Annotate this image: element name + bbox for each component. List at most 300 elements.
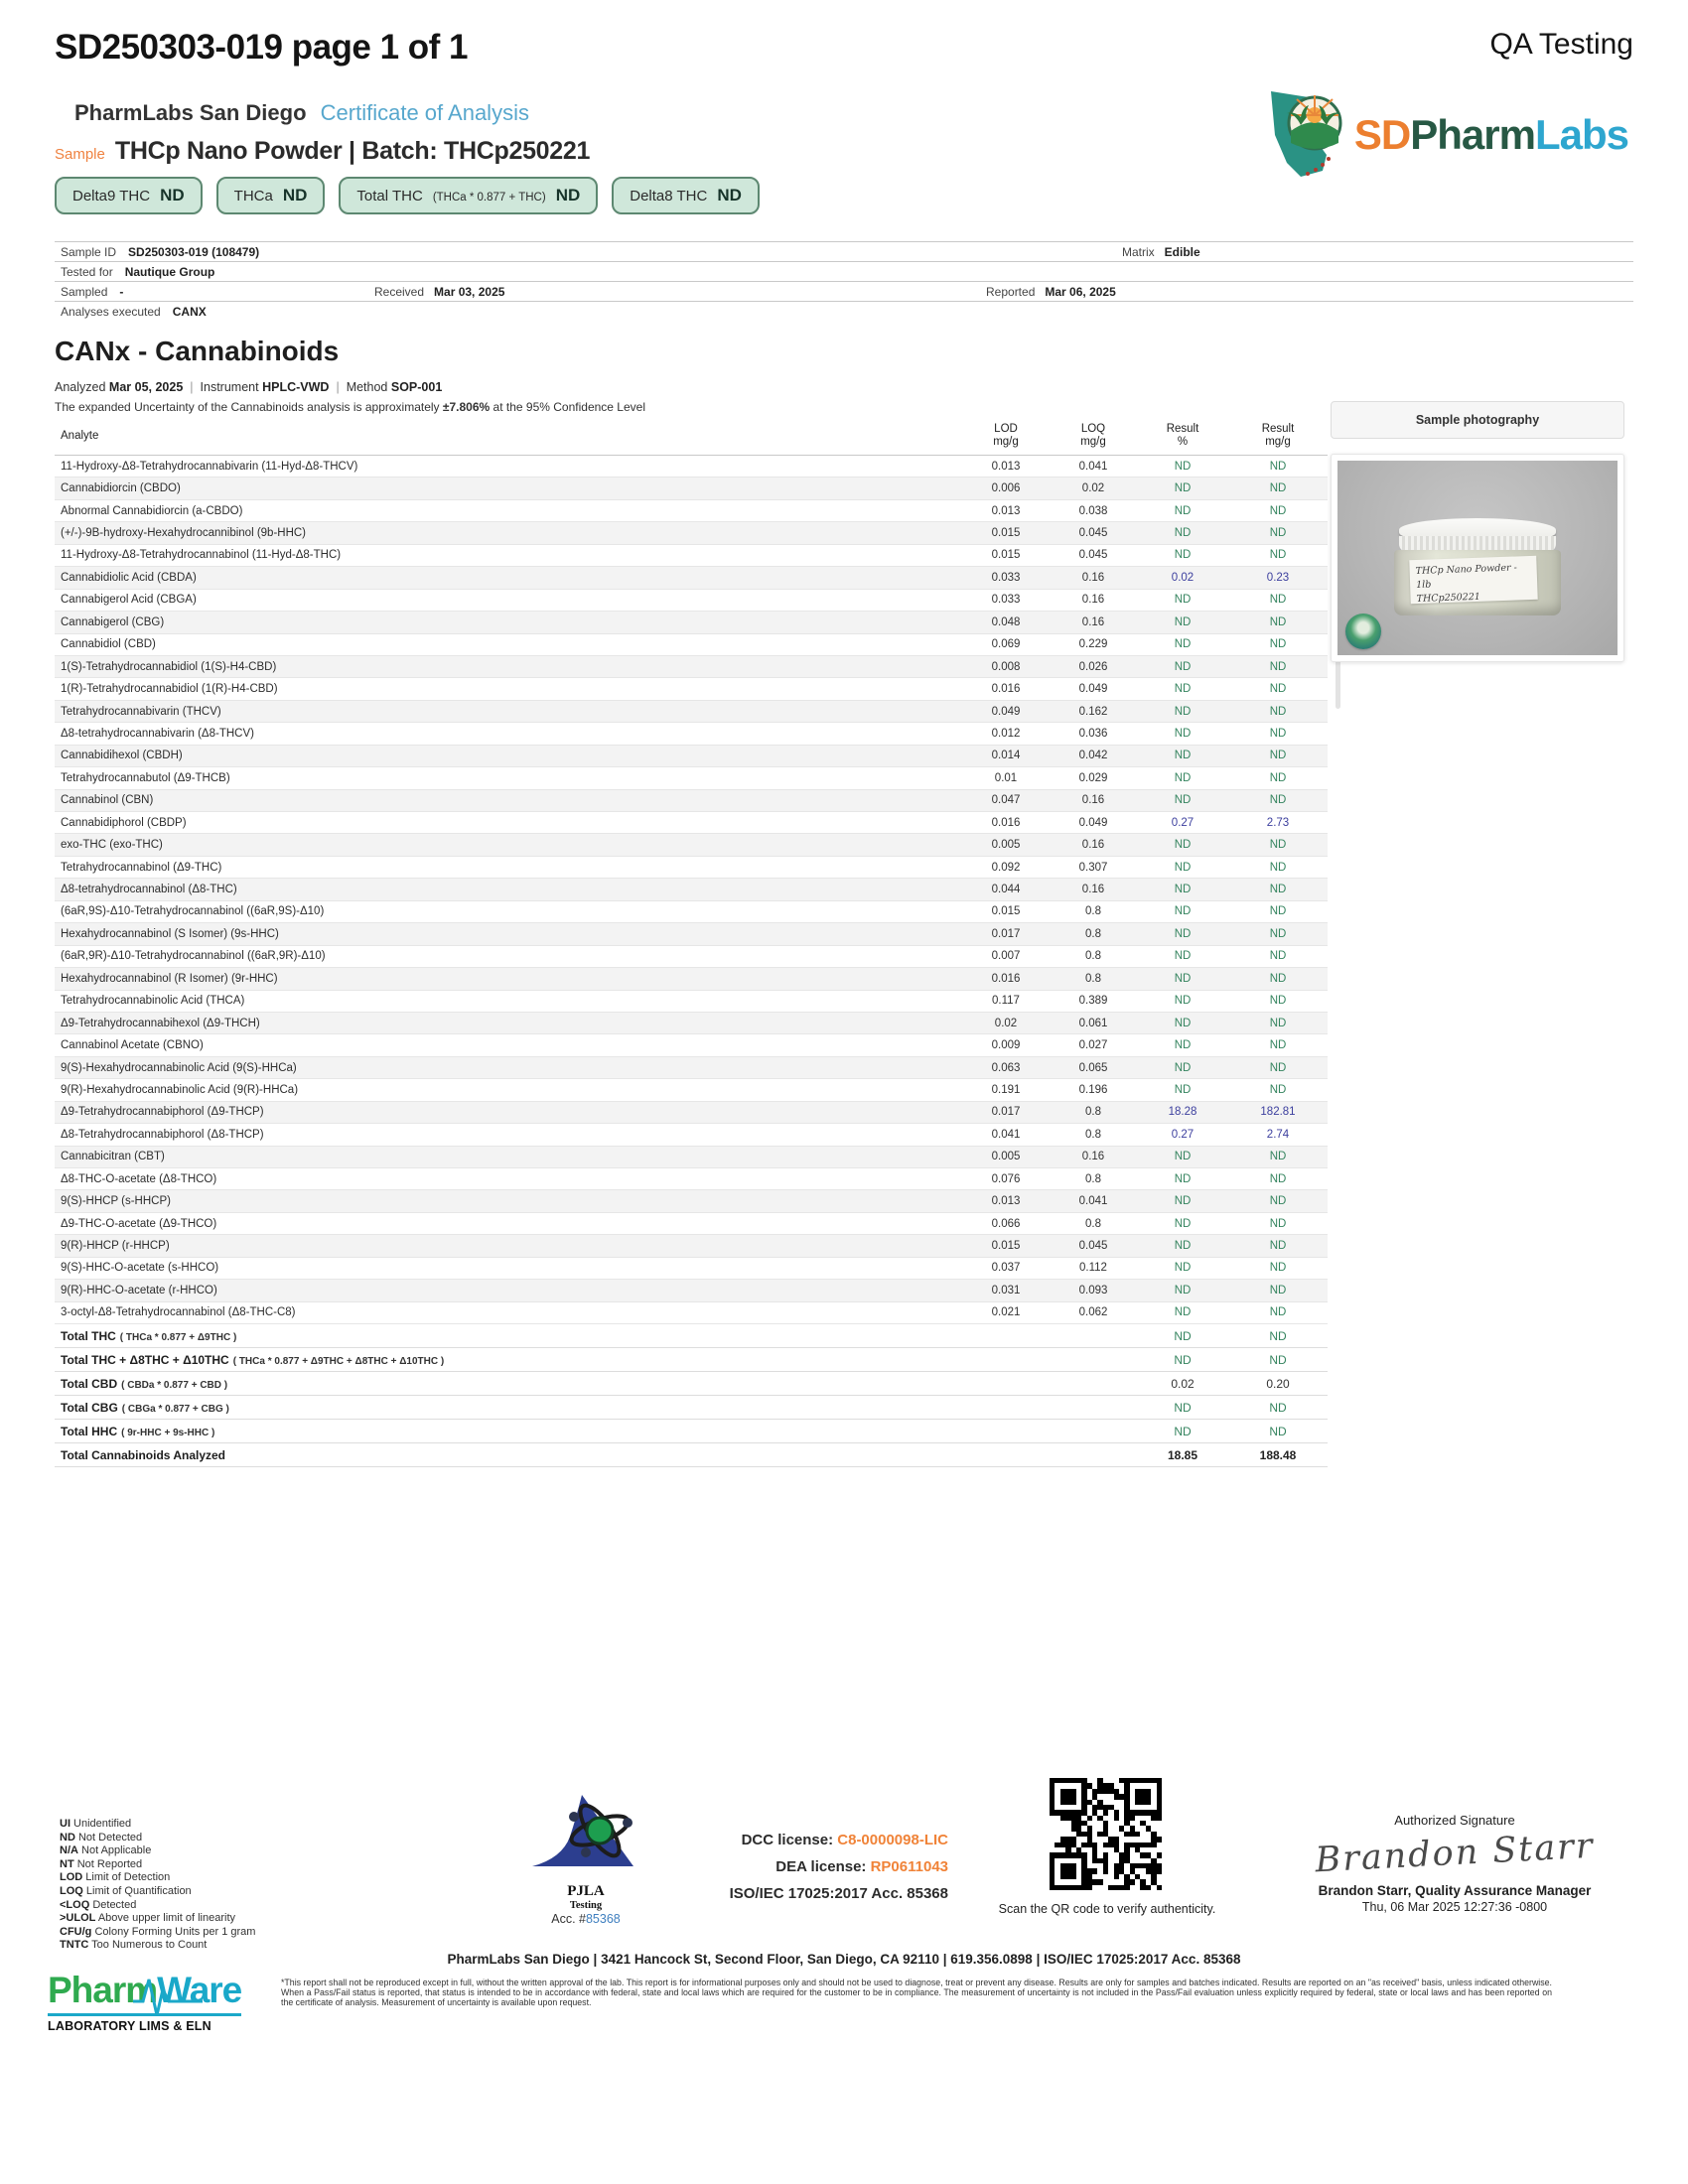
lod-value: 0.017 xyxy=(991,1106,1021,1119)
legend-item: LOQ Limit of Quantification xyxy=(60,1884,192,1897)
result-mg-value: ND xyxy=(1269,683,1287,696)
loq-value: 0.061 xyxy=(1078,1017,1108,1029)
info-row-analyses: Analyses executed CANX xyxy=(61,304,207,319)
lod-value: 0.006 xyxy=(991,482,1021,495)
legend-item: >ULOL Above upper limit of linearity xyxy=(60,1912,236,1925)
result-mg-value: ND xyxy=(1269,504,1287,517)
analyte-name: Tetrahydrocannabutol (Δ9-THCB) xyxy=(61,771,230,784)
total-label: Total THC + Δ8THC + Δ10THC ( THCa * 0.877 + Δ9THC + Δ8THC + Δ10THC ) xyxy=(61,1352,445,1367)
lod-value: 0.009 xyxy=(991,1039,1021,1052)
result-pct-value: ND xyxy=(1174,972,1192,985)
pjla-accreditation: PJLA Testing Acc. #85368 xyxy=(501,1793,670,1926)
lod-value: 0.037 xyxy=(991,1262,1021,1275)
signature-datetime: Thu, 06 Mar 2025 12:27:36 -0800 xyxy=(1361,1900,1548,1914)
analyte-name: Δ8-tetrahydrocannabivarin (Δ8-THCV) xyxy=(61,727,254,740)
result-pct-value: ND xyxy=(1174,950,1192,963)
result-mg-value: 182.81 xyxy=(1260,1106,1296,1119)
loq-value: 0.16 xyxy=(1081,594,1105,607)
lod-value: 0.012 xyxy=(991,727,1021,740)
result-mg-value: 0.23 xyxy=(1266,571,1290,584)
total-mg-value: 0.20 xyxy=(1266,1376,1290,1391)
legend-item: ND Not Detected xyxy=(60,1831,143,1843)
result-pct-value: ND xyxy=(1174,927,1192,940)
analyte-row xyxy=(55,478,1328,499)
loq-value: 0.8 xyxy=(1085,1172,1101,1185)
signature-block xyxy=(1271,1813,1638,1914)
pharmware-logo: PharmWare LABORATORY LIMS & ELN xyxy=(48,1970,276,2033)
result-mg-value: ND xyxy=(1269,905,1287,918)
loq-value: 0.8 xyxy=(1085,1217,1101,1230)
loq-value: 0.027 xyxy=(1078,1039,1108,1052)
legend-item: NT Not Reported xyxy=(60,1857,143,1870)
result-mg-value: ND xyxy=(1269,1262,1287,1275)
result-mg-value: ND xyxy=(1269,1151,1287,1163)
analyte-row xyxy=(55,812,1328,834)
analyte-name: exo-THC (exo-THC) xyxy=(61,839,163,852)
analyte-name: Hexahydrocannabinol (S Isomer) (9s-HHC) xyxy=(61,927,279,940)
total-mg-value: ND xyxy=(1269,1400,1287,1415)
thc-summary-badge: Total THC (THCa * 0.877 + THC) ND xyxy=(339,177,598,214)
total-mg-value: ND xyxy=(1269,1424,1287,1438)
analyte-name: Tetrahydrocannabivarin (THCV) xyxy=(61,705,221,718)
dea-license: DEA license: RP0611043 xyxy=(775,1858,948,1875)
lod-value: 0.041 xyxy=(991,1128,1021,1141)
analyte-name: Δ8-THC-O-acetate (Δ8-THCO) xyxy=(61,1172,217,1185)
result-pct-value: ND xyxy=(1174,1262,1192,1275)
loq-value: 0.049 xyxy=(1078,816,1108,829)
analyte-name: Cannabinol Acetate (CBNO) xyxy=(61,1039,204,1052)
analyte-row xyxy=(55,746,1328,767)
sample-jar-image xyxy=(1393,518,1562,615)
total-rows xyxy=(55,1324,1328,1467)
brand-wordmark: SDPharmLabs xyxy=(1353,111,1628,158)
result-mg-value: ND xyxy=(1269,750,1287,762)
analyte-row xyxy=(55,1258,1328,1280)
analyte-name: Cannabicitran (CBT) xyxy=(61,1151,165,1163)
total-mg-value: ND xyxy=(1269,1328,1287,1343)
result-mg-value: ND xyxy=(1269,460,1287,473)
result-mg-value: ND xyxy=(1269,995,1287,1008)
legend-item: N/A Not Applicable xyxy=(60,1844,152,1857)
result-mg-value: 2.74 xyxy=(1266,1128,1290,1141)
col-lod: LOD mg/g xyxy=(993,423,1019,448)
analyte-name: 1(R)-Tetrahydrocannabidiol (1(R)-H4-CBD) xyxy=(61,683,278,696)
result-pct-value: ND xyxy=(1174,839,1192,852)
table-header-row xyxy=(55,417,1328,456)
result-mg-value: ND xyxy=(1269,660,1287,673)
analyte-name: Cannabigerol (CBG) xyxy=(61,615,165,628)
lod-value: 0.013 xyxy=(991,460,1021,473)
total-label: Total HHC ( 9r-HHC + 9s-HHC ) xyxy=(61,1424,215,1438)
pjla-acc-number: 85368 xyxy=(585,1912,621,1926)
result-mg-value: ND xyxy=(1269,1195,1287,1208)
analyte-row xyxy=(55,612,1328,633)
lod-value: 0.017 xyxy=(991,927,1021,940)
lod-value: 0.076 xyxy=(991,1172,1021,1185)
total-label: Total CBG ( CBGa * 0.877 + CBG ) xyxy=(61,1400,229,1415)
loq-value: 0.16 xyxy=(1081,1151,1105,1163)
total-pct-value: 0.02 xyxy=(1171,1376,1195,1391)
result-pct-value: ND xyxy=(1174,594,1192,607)
analyte-row xyxy=(55,500,1328,522)
analyses-value: CANX xyxy=(172,304,207,319)
total-row xyxy=(55,1372,1328,1396)
analyte-row xyxy=(55,590,1328,612)
total-label: Total Cannabinoids Analyzed xyxy=(61,1447,226,1462)
jar-handwritten-label: THCp Nano Powder - 1lb THCp250221 xyxy=(1409,556,1537,604)
loq-value: 0.042 xyxy=(1078,750,1108,762)
result-mg-value: 2.73 xyxy=(1266,816,1290,829)
loq-value: 0.307 xyxy=(1078,861,1108,874)
analyte-row xyxy=(55,1168,1328,1190)
certificate-of-analysis-label: Certificate of Analysis xyxy=(320,100,529,125)
lod-value: 0.033 xyxy=(991,594,1021,607)
analyte-row xyxy=(55,723,1328,745)
lod-value: 0.191 xyxy=(991,1083,1021,1096)
result-pct-value: ND xyxy=(1174,482,1192,495)
info-row-sample-id: Sample ID SD250303-019 (108479) Matrix Edible xyxy=(55,241,1633,261)
lod-value: 0.069 xyxy=(991,638,1021,651)
result-pct-value: 0.02 xyxy=(1171,571,1195,584)
legend-item: LOD Limit of Detection xyxy=(60,1871,171,1884)
loq-value: 0.16 xyxy=(1081,794,1105,807)
analyte-name: Cannabidiorcin (CBDO) xyxy=(61,482,181,495)
result-pct-value: ND xyxy=(1174,750,1192,762)
loq-value: 0.041 xyxy=(1078,1195,1108,1208)
analyte-row xyxy=(55,456,1328,478)
analyte-row xyxy=(55,522,1328,544)
pharmlabs-watermark-icon xyxy=(1345,614,1381,649)
sample-line xyxy=(55,137,590,166)
analyte-name: Δ8-tetrahydrocannabinol (Δ8-THC) xyxy=(61,884,237,896)
analyte-row xyxy=(55,1013,1328,1034)
result-mg-value: ND xyxy=(1269,549,1287,562)
lod-value: 0.008 xyxy=(991,660,1021,673)
analyte-name: Cannabidiol (CBD) xyxy=(61,638,156,651)
loq-value: 0.8 xyxy=(1085,1106,1101,1119)
analyte-row xyxy=(55,701,1328,723)
analyte-row xyxy=(55,790,1328,812)
lod-value: 0.01 xyxy=(994,771,1018,784)
thc-summary-badge: THCa ND xyxy=(216,177,326,214)
result-pct-value: ND xyxy=(1174,504,1192,517)
analyte-name: Δ9-Tetrahydrocannabiphorol (Δ9-THCP) xyxy=(61,1106,264,1119)
legend-item: <LOQ Detected xyxy=(60,1898,137,1911)
analyte-row xyxy=(55,968,1328,990)
loq-value: 0.049 xyxy=(1078,683,1108,696)
result-mg-value: ND xyxy=(1269,482,1287,495)
result-mg-value: ND xyxy=(1269,594,1287,607)
analyte-row xyxy=(55,678,1328,700)
result-pct-value: ND xyxy=(1174,861,1192,874)
topbar xyxy=(55,28,1633,68)
analyte-name: (6aR,9R)-Δ10-Tetrahydrocannabinol ((6aR,9R)-Δ10) xyxy=(61,950,326,963)
summary-badges xyxy=(55,177,760,214)
total-pct-value: ND xyxy=(1174,1352,1192,1367)
col-analyte: Analyte xyxy=(61,430,99,442)
result-pct-value: 0.27 xyxy=(1171,1128,1195,1141)
col-loq: LOQ mg/g xyxy=(1080,423,1106,448)
result-mg-value: ND xyxy=(1269,1306,1287,1319)
analyte-name: Hexahydrocannabinol (R Isomer) (9r-HHC) xyxy=(61,972,278,985)
loq-value: 0.038 xyxy=(1078,504,1108,517)
signer-name-title: Brandon Starr, Quality Assurance Manager xyxy=(1318,1883,1592,1898)
analyte-row xyxy=(55,1034,1328,1056)
lod-value: 0.016 xyxy=(991,816,1021,829)
legend-item: CFU/g Colony Forming Units per 1 gram xyxy=(60,1925,256,1938)
loq-value: 0.16 xyxy=(1081,839,1105,852)
result-pct-value: ND xyxy=(1174,549,1192,562)
result-pct-value: ND xyxy=(1174,1083,1192,1096)
loq-value: 0.229 xyxy=(1078,638,1108,651)
result-pct-value: ND xyxy=(1174,638,1192,651)
analyte-row xyxy=(55,901,1328,923)
qr-caption: Scan the QR code to verify authenticity. xyxy=(998,1902,1216,1916)
analyte-row xyxy=(55,634,1328,656)
analyte-name: Abnormal Cannabidiorcin (a-CBDO) xyxy=(61,504,243,517)
analyte-row xyxy=(55,991,1328,1013)
info-row-tested-for: Tested for Nautique Group xyxy=(55,261,1633,281)
analyte-row xyxy=(55,1302,1328,1324)
sample-photo xyxy=(1337,461,1618,655)
analyte-name: Cannabinol (CBN) xyxy=(61,794,154,807)
lod-value: 0.063 xyxy=(991,1061,1021,1074)
loq-value: 0.8 xyxy=(1085,950,1101,963)
loq-value: 0.196 xyxy=(1078,1083,1108,1096)
result-pct-value: 18.28 xyxy=(1168,1106,1197,1119)
analyte-row xyxy=(55,656,1328,678)
analyte-row xyxy=(55,767,1328,789)
result-mg-value: ND xyxy=(1269,950,1287,963)
col-result-pct: Result % xyxy=(1166,423,1199,448)
qr-code xyxy=(1050,1778,1162,1890)
analyte-row xyxy=(55,834,1328,856)
lod-value: 0.048 xyxy=(991,615,1021,628)
result-pct-value: ND xyxy=(1174,1240,1192,1253)
analyte-name: Cannabigerol Acid (CBGA) xyxy=(61,594,197,607)
received-value: Mar 03, 2025 xyxy=(434,284,505,299)
abbreviation-legend xyxy=(60,1818,255,1953)
analyzed-date: Mar 05, 2025 xyxy=(108,380,184,394)
loq-value: 0.8 xyxy=(1085,927,1101,940)
col-result-mg: Result mg/g xyxy=(1261,423,1295,448)
loq-value: 0.16 xyxy=(1081,571,1105,584)
result-pct-value: ND xyxy=(1174,1195,1192,1208)
cannabinoids-table xyxy=(55,417,1328,1467)
result-mg-value: ND xyxy=(1269,527,1287,540)
loq-value: 0.093 xyxy=(1078,1284,1108,1297)
page-title: SD250303-019 page 1 of 1 xyxy=(55,28,469,67)
analyte-row xyxy=(55,1057,1328,1079)
qa-testing-label: QA Testing xyxy=(1489,28,1633,61)
total-label: Total CBD ( CBDa * 0.877 + CBD ) xyxy=(61,1376,228,1391)
lod-value: 0.031 xyxy=(991,1284,1021,1297)
lod-value: 0.033 xyxy=(991,571,1021,584)
sample-photo-frame xyxy=(1331,454,1624,662)
analyte-row xyxy=(55,1235,1328,1257)
total-mg-value: ND xyxy=(1269,1352,1287,1367)
analyte-name: Cannabidiolic Acid (CBDA) xyxy=(61,571,197,584)
result-mg-value: ND xyxy=(1269,727,1287,740)
analyte-row xyxy=(55,857,1328,879)
lod-value: 0.066 xyxy=(991,1217,1021,1230)
result-pct-value: ND xyxy=(1174,527,1192,540)
sample-title: THCp Nano Powder | Batch: THCp250221 xyxy=(114,137,591,165)
analyte-row xyxy=(55,567,1328,589)
lod-value: 0.015 xyxy=(991,1240,1021,1253)
result-pct-value: ND xyxy=(1174,794,1192,807)
result-pct-value: ND xyxy=(1174,683,1192,696)
result-pct-value: ND xyxy=(1174,1217,1192,1230)
total-pct-value: 18.85 xyxy=(1167,1447,1198,1462)
total-row xyxy=(55,1324,1328,1348)
analyte-name: 9(S)-HHC-O-acetate (s-HHCO) xyxy=(61,1262,219,1275)
total-row xyxy=(55,1420,1328,1443)
sampled-value: - xyxy=(119,284,124,299)
lod-value: 0.049 xyxy=(991,705,1021,718)
sdpharmlabs-logo xyxy=(1257,85,1628,185)
result-mg-value: ND xyxy=(1269,839,1287,852)
result-pct-value: ND xyxy=(1174,1151,1192,1163)
analyte-row xyxy=(55,1102,1328,1124)
loq-value: 0.16 xyxy=(1081,884,1105,896)
analyte-name: Cannabidiphorol (CBDP) xyxy=(61,816,187,829)
result-pct-value: ND xyxy=(1174,615,1192,628)
result-pct-value: ND xyxy=(1174,705,1192,718)
result-mg-value: ND xyxy=(1269,1240,1287,1253)
analyte-name: 1(S)-Tetrahydrocannabidiol (1(S)-H4-CBD) xyxy=(61,660,277,673)
result-mg-value: ND xyxy=(1269,1172,1287,1185)
analyte-row xyxy=(55,1280,1328,1301)
analyte-rows xyxy=(55,456,1328,1324)
analyte-row xyxy=(55,1213,1328,1235)
total-pct-value: ND xyxy=(1174,1328,1192,1343)
info-row-dates: Sampled - Received Mar 03, 2025 Reported Mar 06, 2025 xyxy=(55,281,1633,302)
loq-value: 0.045 xyxy=(1078,527,1108,540)
tested-for-value: Nautique Group xyxy=(124,264,215,279)
result-mg-value: ND xyxy=(1269,705,1287,718)
total-mg-value: 188.48 xyxy=(1259,1447,1297,1462)
sample-info-table xyxy=(55,241,1633,321)
analyte-name: 9(R)-HHCP (r-HHCP) xyxy=(61,1240,170,1253)
analyte-name: Δ9-Tetrahydrocannabihexol (Δ9-THCH) xyxy=(61,1017,260,1029)
lod-value: 0.013 xyxy=(991,1195,1021,1208)
analyte-row xyxy=(55,1124,1328,1146)
lod-value: 0.015 xyxy=(991,549,1021,562)
loq-value: 0.162 xyxy=(1078,705,1108,718)
result-pct-value: ND xyxy=(1174,1039,1192,1052)
iso-accreditation: ISO/IEC 17025:2017 Acc. 85368 xyxy=(729,1885,948,1902)
matrix-value: Edible xyxy=(1164,244,1200,259)
result-pct-value: ND xyxy=(1174,905,1192,918)
total-pct-value: ND xyxy=(1174,1424,1192,1438)
loq-value: 0.389 xyxy=(1078,995,1108,1008)
lod-value: 0.02 xyxy=(994,1017,1018,1029)
analyte-name: 9(R)-HHC-O-acetate (r-HHCO) xyxy=(61,1284,217,1297)
lod-value: 0.016 xyxy=(991,972,1021,985)
reported-value: Mar 06, 2025 xyxy=(1045,284,1116,299)
loq-value: 0.16 xyxy=(1081,615,1105,628)
result-mg-value: ND xyxy=(1269,972,1287,985)
result-mg-value: ND xyxy=(1269,927,1287,940)
signature-script: Brandon Starr xyxy=(1314,1826,1596,1881)
analyte-row xyxy=(55,923,1328,945)
total-row xyxy=(55,1396,1328,1420)
legend-item: UI Unidentified xyxy=(60,1818,132,1830)
lod-value: 0.047 xyxy=(991,794,1021,807)
loq-value: 0.036 xyxy=(1078,727,1108,740)
result-pct-value: ND xyxy=(1174,1017,1192,1029)
loq-value: 0.026 xyxy=(1078,660,1108,673)
loq-value: 0.045 xyxy=(1078,1240,1108,1253)
section-meta: Analyzed Mar 05, 2025 | Instrument HPLC-VWD | Method SOP-001 xyxy=(55,380,443,394)
analyte-name: 11-Hydroxy-Δ8-Tetrahydrocannabivarin (11-Hyd-Δ8-THCV) xyxy=(61,460,358,473)
license-block xyxy=(635,1827,948,1907)
result-pct-value: ND xyxy=(1174,660,1192,673)
analyte-name: Tetrahydrocannabinol (Δ9-THC) xyxy=(61,861,222,874)
uncertainty-note: The expanded Uncertainty of the Cannabinoids analysis is approximately ±7.806% at the 95% Confidence Level xyxy=(55,400,645,414)
lod-value: 0.013 xyxy=(991,504,1021,517)
sample-photography-panel xyxy=(1331,401,1624,662)
result-pct-value: ND xyxy=(1174,1284,1192,1297)
result-mg-value: ND xyxy=(1269,615,1287,628)
total-row xyxy=(55,1348,1328,1372)
analyte-row xyxy=(55,879,1328,900)
lod-value: 0.005 xyxy=(991,1151,1021,1163)
loq-value: 0.8 xyxy=(1085,1128,1101,1141)
sample-id-value: SD250303-019 (108479) xyxy=(128,244,260,259)
thc-summary-badge: Delta9 THC ND xyxy=(55,177,203,214)
result-mg-value: ND xyxy=(1269,1083,1287,1096)
result-pct-value: ND xyxy=(1174,995,1192,1008)
authorized-signature-label: Authorized Signature xyxy=(1394,1813,1515,1828)
result-mg-value: ND xyxy=(1269,1017,1287,1029)
lod-value: 0.044 xyxy=(991,884,1021,896)
sample-label: Sample xyxy=(55,146,105,163)
loq-value: 0.045 xyxy=(1078,549,1108,562)
analyte-row xyxy=(55,1079,1328,1101)
analyte-row xyxy=(55,946,1328,968)
result-mg-value: ND xyxy=(1269,771,1287,784)
section-title: CANx - Cannabinoids xyxy=(55,336,340,366)
result-pct-value: ND xyxy=(1174,1172,1192,1185)
lod-value: 0.015 xyxy=(991,527,1021,540)
result-pct-value: ND xyxy=(1174,460,1192,473)
result-mg-value: ND xyxy=(1269,1217,1287,1230)
analyte-name: Tetrahydrocannabinolic Acid (THCA) xyxy=(61,995,245,1008)
thc-summary-badge: Delta8 THC ND xyxy=(612,177,760,214)
analyte-row xyxy=(55,1147,1328,1168)
analyte-name: 3-octyl-Δ8-Tetrahydrocannabinol (Δ8-THC-C8) xyxy=(61,1306,296,1319)
lod-value: 0.015 xyxy=(991,905,1021,918)
result-pct-value: ND xyxy=(1174,771,1192,784)
result-mg-value: ND xyxy=(1269,1061,1287,1074)
lod-value: 0.016 xyxy=(991,683,1021,696)
method-value: SOP-001 xyxy=(390,380,443,394)
dcc-license: DCC license: C8-0000098-LIC xyxy=(741,1832,948,1848)
result-pct-value: ND xyxy=(1174,727,1192,740)
ekg-line-icon xyxy=(133,1972,203,2017)
result-pct-value: ND xyxy=(1174,1061,1192,1074)
pharmware-subtitle: LABORATORY LIMS & ELN xyxy=(48,2019,211,2033)
loq-value: 0.02 xyxy=(1081,482,1105,495)
loq-value: 0.065 xyxy=(1078,1061,1108,1074)
result-mg-value: ND xyxy=(1269,638,1287,651)
lod-value: 0.005 xyxy=(991,839,1021,852)
loq-value: 0.8 xyxy=(1085,972,1101,985)
loq-value: 0.029 xyxy=(1078,771,1108,784)
analyte-name: 9(S)-HHCP (s-HHCP) xyxy=(61,1195,171,1208)
